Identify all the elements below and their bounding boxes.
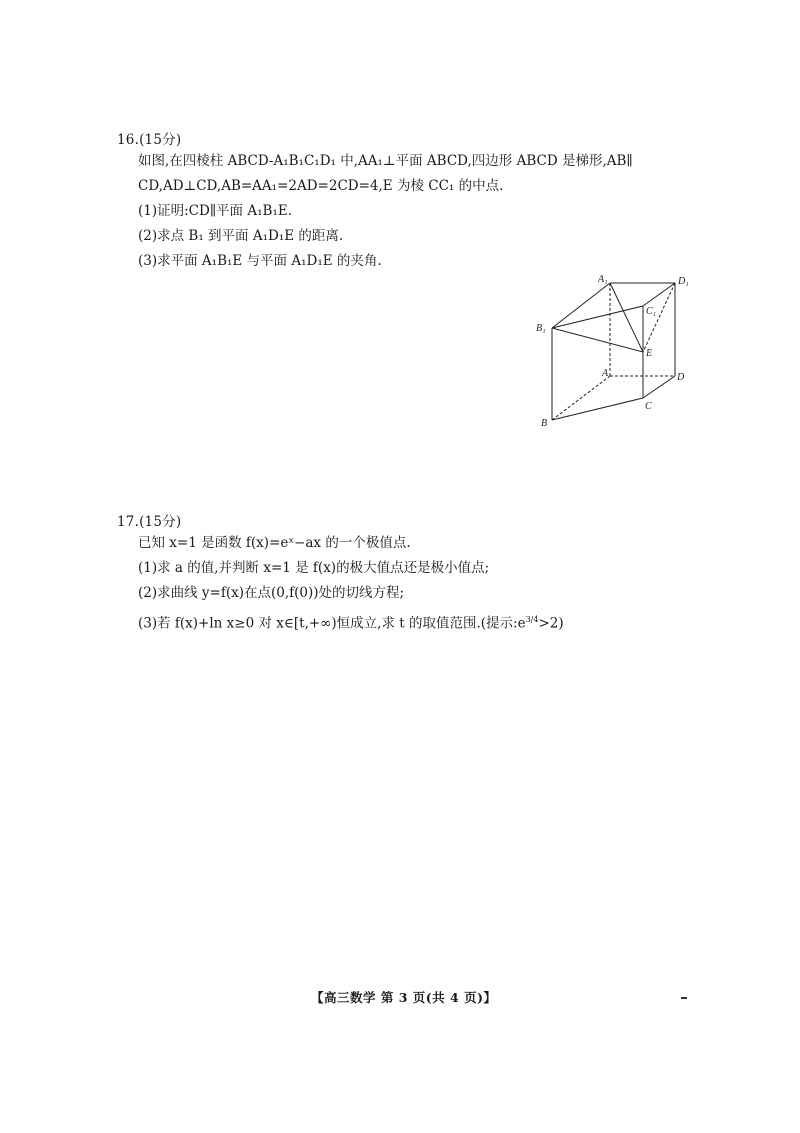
q16-part-2: (2)求点 B₁ 到平面 A₁D₁E 的距离. <box>138 228 344 244</box>
label-b: B <box>541 418 548 429</box>
q17-header: 17.(15分) <box>117 514 182 530</box>
page-footer: 【高三数学 第 3 页(共 4 页)】 <box>311 990 497 1005</box>
label-a1: A₁ <box>598 274 608 285</box>
q17-part-3-main: (3)若 f(x)+ln x≥0 对 x∈[t,+∞)恒成立,求 t 的取值范围.(提示:e <box>138 615 526 632</box>
label-e: E <box>646 348 653 359</box>
edge-a1-e <box>610 283 643 352</box>
label-d1: D₁ <box>678 276 689 287</box>
edge-d-c <box>643 376 675 398</box>
q17-part-3-tail: >2) <box>538 615 564 632</box>
q16-part-1: (1)证明:CD∥平面 A₁B₁E. <box>138 203 292 219</box>
label-c1: C₁ <box>646 306 657 317</box>
q16-part-3: (3)求平面 A₁B₁E 与平面 A₁D₁E 的夹角. <box>138 253 382 269</box>
corner-mark <box>681 997 687 999</box>
label-c: C <box>645 401 652 412</box>
q17-part-2: (2)求曲线 y=f(x)在点(0,f(0))处的切线方程; <box>138 585 405 601</box>
q16-line-2: CD,AD⊥CD,AB=AA₁=2AD=2CD=4,E 为棱 CC₁ 的中点. <box>138 178 504 194</box>
q17-part-1: (1)求 a 的值,并判断 x=1 是 f(x)的极大值点还是极小值点; <box>138 560 490 576</box>
label-d: D <box>677 372 685 383</box>
edge-d1-e <box>643 283 675 352</box>
q16-line-1: 如图,在四棱柱 ABCD-A₁B₁C₁D₁ 中,AA₁⊥平面 ABCD,四边形 ABCD 是梯形,AB∥ <box>138 153 633 169</box>
label-b1: B₁ <box>536 323 546 334</box>
label-a: A <box>602 368 609 379</box>
prism-figure <box>530 268 700 433</box>
q17-part-3-exponent: 3/4 <box>525 615 539 624</box>
q17-line-1: 已知 x=1 是函数 f(x)=eˣ−ax 的一个极值点. <box>138 535 411 551</box>
q16-header: 16.(15分) <box>117 132 182 148</box>
q17-part-3 <box>138 611 564 633</box>
edge-b1-e <box>552 328 643 352</box>
edge-c-b <box>552 398 643 420</box>
